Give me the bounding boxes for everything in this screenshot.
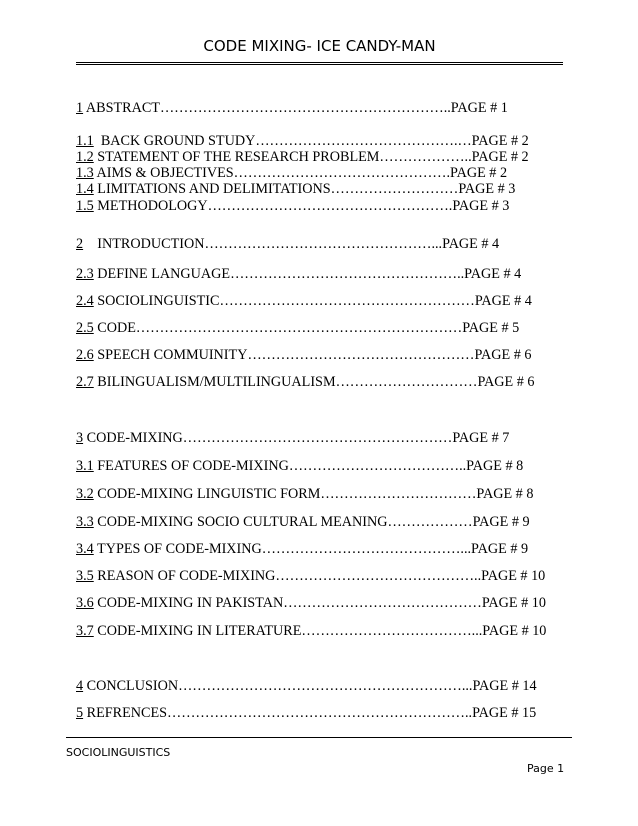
toc-entry (76, 236, 566, 252)
toc-entry-text: BILINGUALISM/MULTILINGUALISM…………………………PAGE # 6 (97, 374, 535, 390)
toc-entry (76, 430, 566, 446)
toc-entry-number: 3.4 (76, 541, 94, 557)
toc-entry-number: 3.1 (76, 458, 94, 474)
toc-entry-number: 1.1 (76, 133, 94, 149)
toc-entry (76, 347, 566, 363)
toc-entry-text: BACK GROUND STUDY…………………………………….…PAGE # 2 (100, 133, 529, 149)
toc-entry (76, 149, 566, 165)
toc-entry-number: 1.5 (76, 198, 94, 214)
toc-entry-number: 3.2 (76, 486, 94, 502)
toc-entry-number: 5 (76, 705, 84, 721)
toc-entry-text: CODE-MIXING LINGUISTIC FORM……………………………PAGE # 8 (97, 486, 534, 502)
toc-entry (76, 266, 566, 282)
toc-entry (76, 198, 566, 214)
toc-entry-number: 1.4 (76, 181, 94, 197)
toc-entry-text: REFRENCES………………………………………………………..PAGE # 15 (86, 705, 537, 721)
toc-entry-text: METHODOLOGY…………………………………………….PAGE # 3 (97, 198, 510, 214)
toc-entry (76, 100, 566, 116)
toc-entry (76, 374, 566, 390)
toc-entry-text: CODE-MIXING IN PAKISTAN……………………………………PAGE # 10 (97, 595, 546, 611)
toc-entry-text: TYPES OF CODE-MIXING……………………………………...PAGE # 9 (97, 541, 529, 557)
toc-entry (76, 486, 566, 502)
toc-entry-text: CODE-MIXING SOCIO CULTURAL MEANING………………PAGE # 9 (97, 514, 530, 530)
toc-entry (76, 568, 566, 584)
toc-entry (76, 541, 566, 557)
toc-entry-number: 3 (76, 430, 84, 446)
toc-entry-number: 2.5 (76, 320, 94, 336)
toc-entry-text: CODE……………………………………………………………PAGE # 5 (97, 320, 520, 336)
toc-entry (76, 678, 566, 694)
toc-entry-text: SOCIOLINGUISTIC………………………………………………PAGE # 4 (97, 293, 532, 309)
toc-entry-text: DEFINE LANGUAGE…………………………………………..PAGE # 4 (97, 266, 522, 282)
toc-entry (76, 595, 566, 611)
toc-entry-number: 4 (76, 678, 84, 694)
toc-entry-number: 1.3 (76, 165, 94, 181)
header-divider (76, 62, 563, 65)
toc-entry-number: 2.4 (76, 293, 94, 309)
toc-entry-number: 3.6 (76, 595, 94, 611)
toc-entry (76, 293, 566, 309)
toc-entry-number: 2 (76, 236, 84, 252)
toc-entry-text: INTRODUCTION…………………………………………...PAGE # 4 (97, 236, 500, 252)
toc-entry-number: 3.5 (76, 568, 94, 584)
footer-divider (66, 737, 572, 738)
toc-entry-number: 1 (76, 100, 84, 116)
toc-entry-text: CODE-MIXING IN LITERATURE………………………………...PAGE # 10 (97, 623, 547, 639)
toc-entry-number: 3.7 (76, 623, 94, 639)
page-header-title: CODE MIXING- ICE CANDY-MAN (203, 37, 436, 55)
footer-section-label: SOCIOLINGUISTICS (66, 746, 171, 759)
toc-entry (76, 514, 566, 530)
toc-entry-text: LIMITATIONS AND DELIMITATIONS………………………PAGE # 3 (97, 181, 516, 197)
toc-entry-text: CONCLUSION……………………………………………………...PAGE # 14 (86, 678, 537, 694)
toc-entry (76, 320, 566, 336)
toc-entry-text: SPEECH COMMUINITY…………………………………………PAGE # 6 (97, 347, 532, 363)
toc-entry (76, 133, 566, 149)
toc-entry-number: 2.7 (76, 374, 94, 390)
toc-entry-number: 3.3 (76, 514, 94, 530)
toc-entry-text: STATEMENT OF THE RESEARCH PROBLEM………………..PAGE # 2 (97, 149, 529, 165)
toc-entry-number: 1.2 (76, 149, 94, 165)
toc-entry (76, 705, 566, 721)
toc-entry-text: FEATURES OF CODE-MIXING………………………………..PAGE # 8 (97, 458, 524, 474)
toc-entry-text: ABSTRACT……………………………………………………..PAGE # 1 (85, 100, 508, 116)
toc-entry (76, 623, 566, 639)
toc-entry (76, 165, 566, 181)
toc-entry-number: 2.6 (76, 347, 94, 363)
toc-entry (76, 458, 566, 474)
toc-entry-number: 2.3 (76, 266, 94, 282)
toc-entry-text: CODE-MIXING…………………………………………………PAGE # 7 (86, 430, 510, 446)
toc-entry-text: REASON OF CODE-MIXING……………………………………..PAGE # 10 (97, 568, 546, 584)
toc-entry (76, 181, 566, 197)
toc-entry-text: AIMS & OBJECTIVES……………………………………….PAGE # 2 (96, 165, 508, 181)
page-number: Page 1 (527, 762, 565, 775)
